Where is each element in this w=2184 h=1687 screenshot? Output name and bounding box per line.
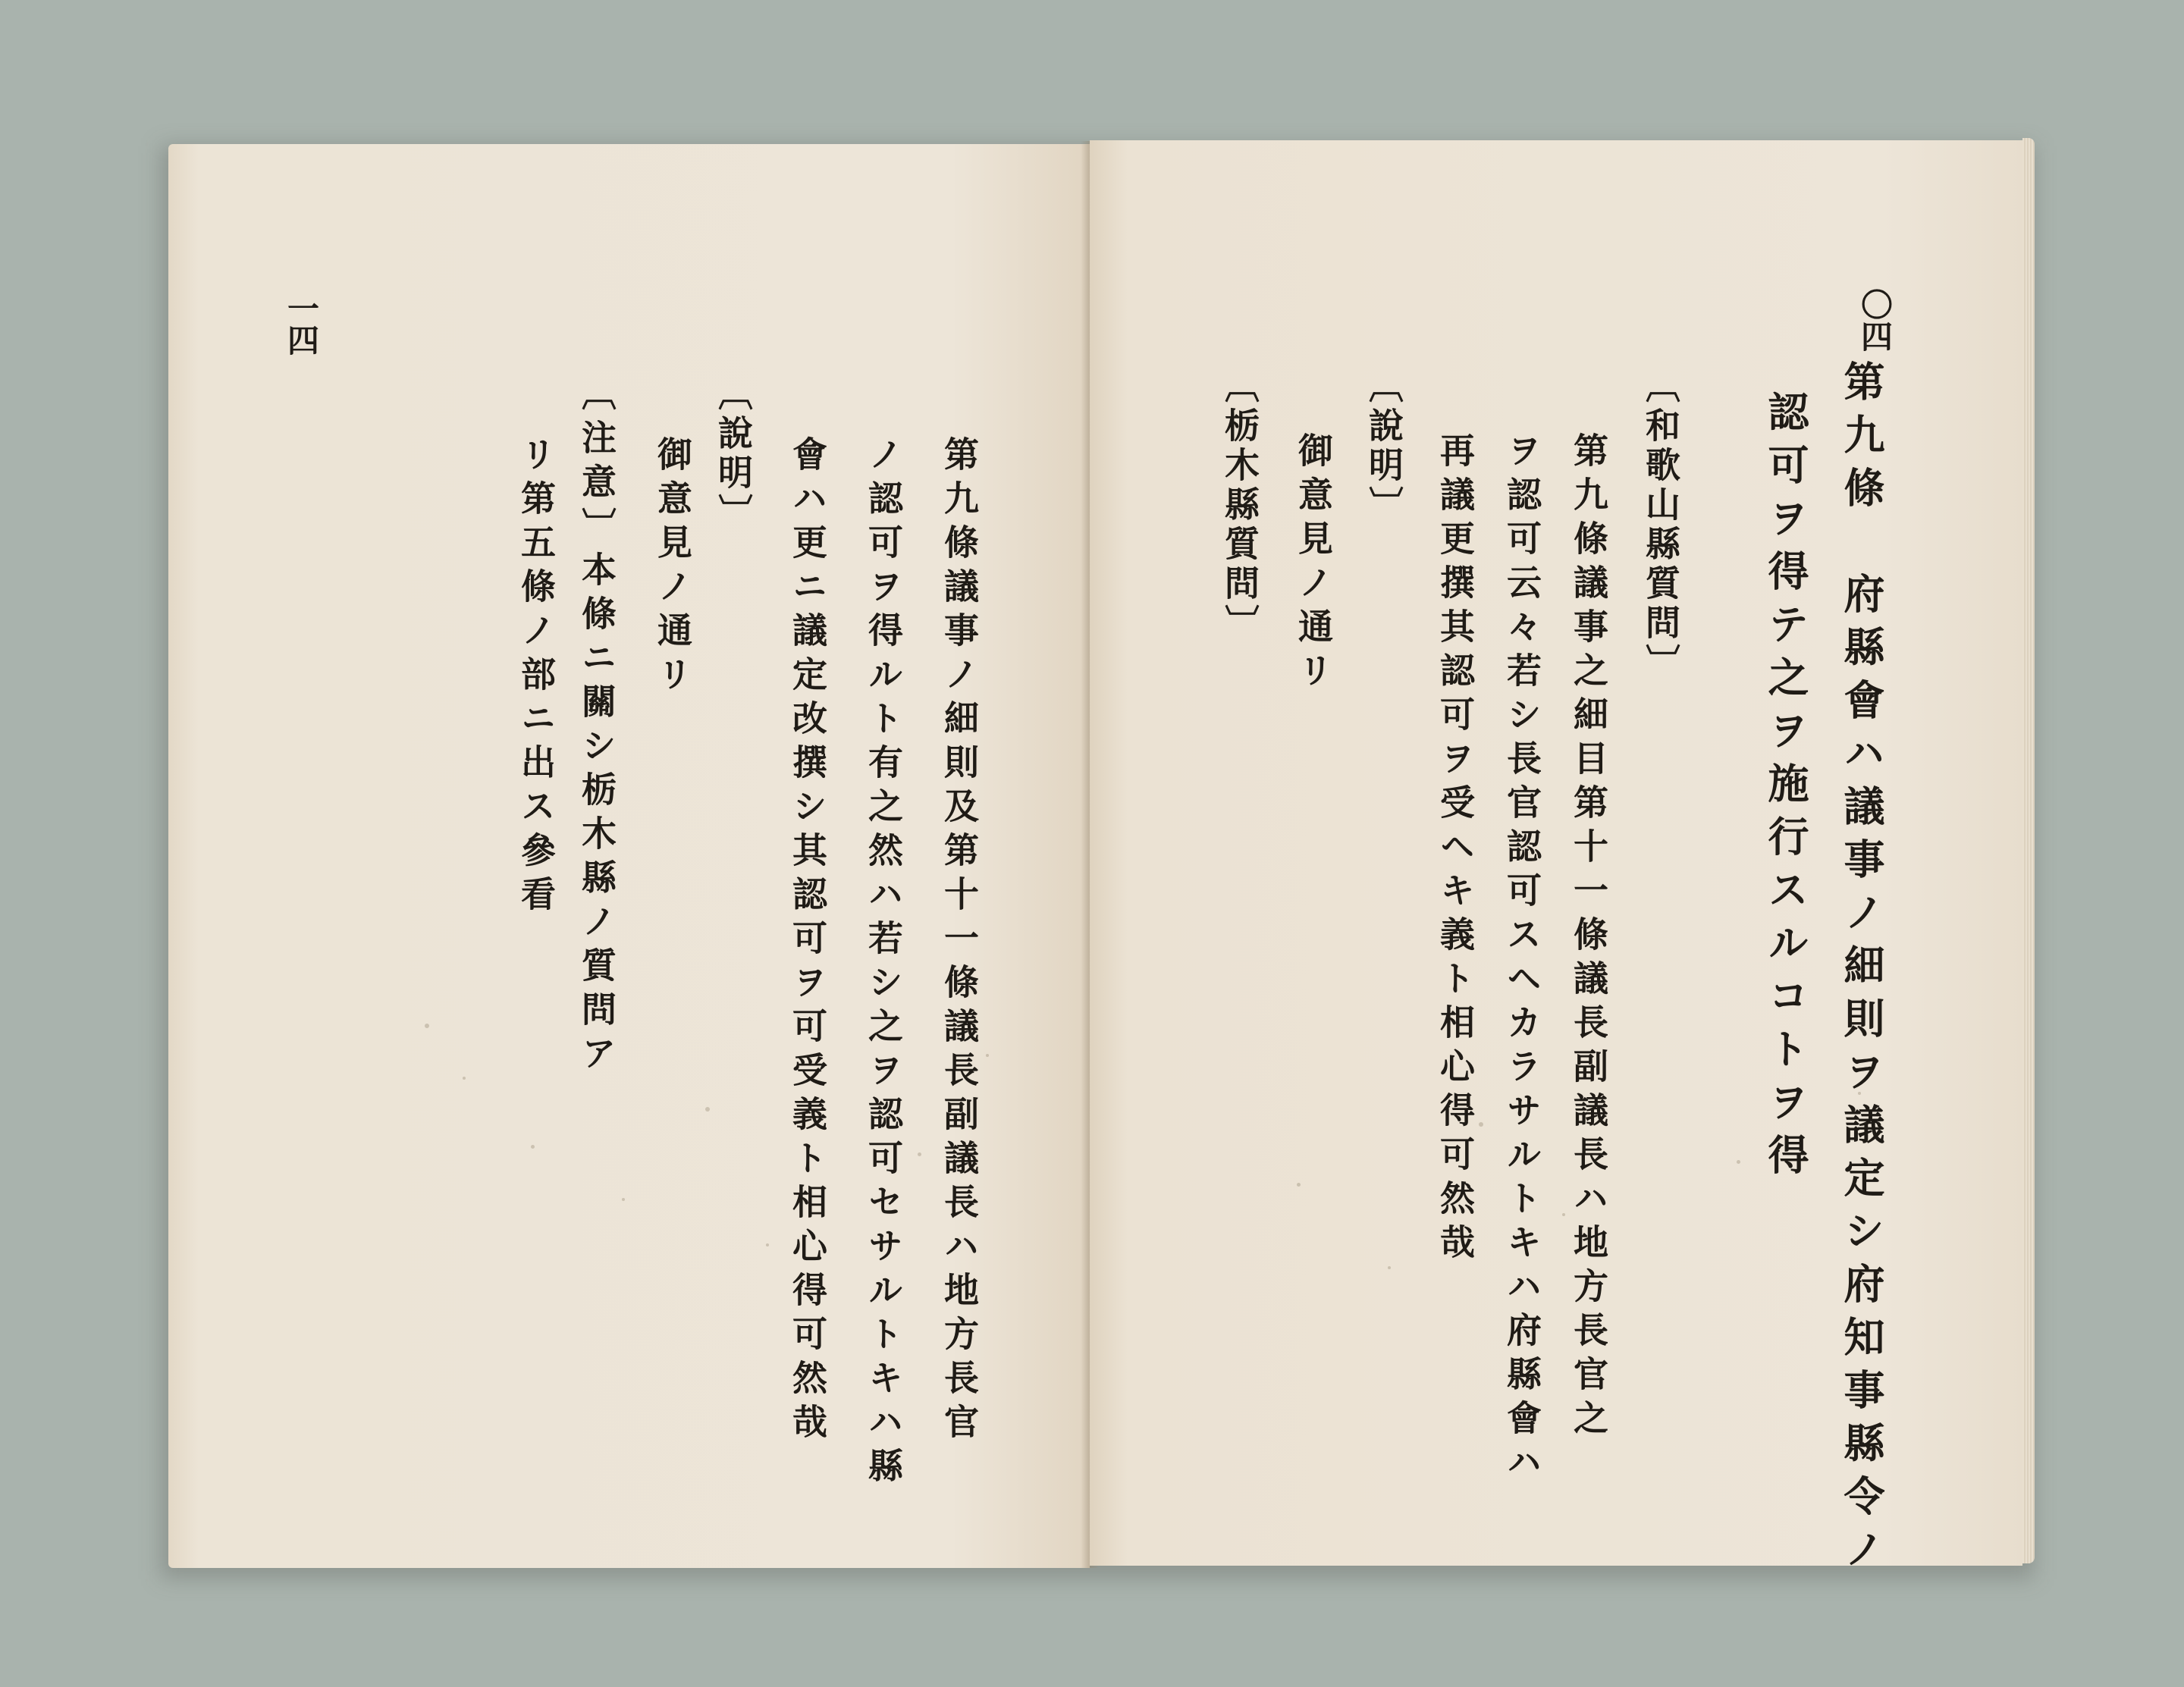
right-col-question-1: 第九條議事之細目第十一條議長副議長ハ地方長官之	[1568, 432, 1609, 1444]
tochigi-question-label: 〔栃木縣質問〕	[1219, 368, 1260, 644]
article-heading-1: 第九條 府縣會ハ議事ノ細則ヲ議定シ府知事縣令ノ	[1837, 360, 1886, 1581]
wakayama-question-label: 〔和歌山縣質問〕	[1640, 368, 1681, 683]
left-col-2: ノ認可ヲ得ルト有之然ハ若シ之ヲ認可セサルトキハ縣	[863, 436, 904, 1491]
page-number-left: 一四	[283, 292, 320, 356]
right-col-question-2: ヲ認可云々若シ長官認可スヘカラサルトキハ府縣會ハ	[1502, 432, 1542, 1488]
left-col-3: 會ハ更ニ議定改撰シ其認可ヲ可受義ト相心得可然哉	[787, 436, 828, 1447]
right-page	[1090, 140, 2022, 1581]
left-col-note-1: 〔注意〕本條ニ關シ栃木縣ノ質問ア	[576, 375, 617, 1079]
left-col-explanation-text: 御意見ノ通リ	[652, 436, 693, 700]
right-col-explanation-label: 〔說明〕	[1363, 368, 1404, 525]
left-col-note-2: リ第五條ノ部ニ出ス參看	[516, 436, 557, 920]
left-col-1: 第九條議事ノ細則及第十一條議長副議長ハ地方長官	[939, 436, 980, 1447]
article-heading-2: 認可ヲ得テ之ヲ施行スルコトヲ得	[1762, 390, 1810, 1187]
page-edges	[2022, 138, 2035, 1563]
page-number-right: 〇四	[1856, 288, 1894, 352]
left-col-explanation-label: 〔說明〕	[713, 375, 754, 533]
right-col-question-3: 再議更撰其認可ヲ受ヘキ義ト相心得可然哉	[1435, 432, 1476, 1268]
left-page	[168, 144, 1090, 1568]
right-col-explanation-text: 御意見ノ通リ	[1293, 432, 1334, 696]
